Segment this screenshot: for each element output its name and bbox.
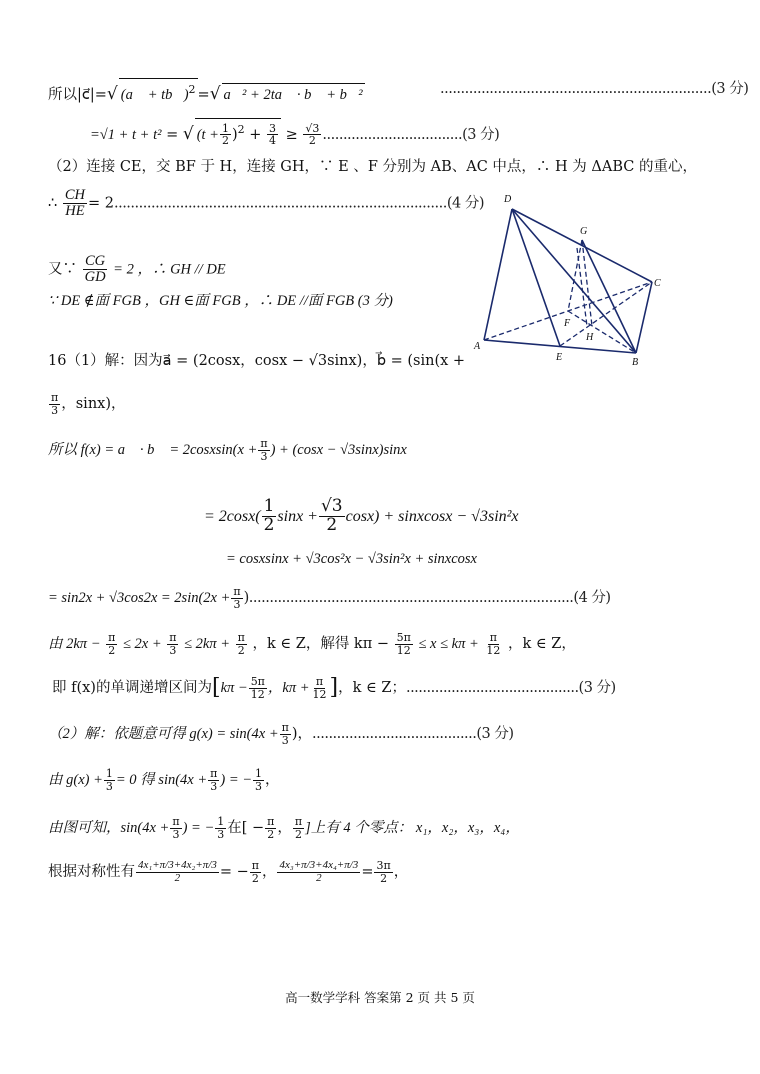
zeros-c: 在[ − — [227, 820, 265, 837]
therefore-sign: ∴ — [48, 195, 58, 212]
pi3-den-2: 3 — [260, 449, 268, 463]
sym-e: ， — [393, 864, 409, 881]
ch-den: HE — [65, 203, 85, 220]
pi2-den-5: 2 — [251, 871, 259, 885]
edge-BC — [636, 282, 652, 353]
pi2-num-3: π — [267, 815, 275, 828]
score-dots-15: ........................................(3 分) — [312, 726, 514, 743]
page-footer: 高一数学学科 答案第 2 页 共 5 页 — [285, 990, 475, 1005]
right-bracket: ] — [329, 675, 339, 701]
eq-two: = 2 — [88, 195, 114, 212]
label-A: A — [474, 341, 481, 352]
one-third-den: 3 — [105, 779, 113, 793]
gxz-b: = 0 得 sin(4x + — [115, 772, 208, 789]
pi3-den: 3 — [51, 403, 59, 417]
sqrt3-num-2: √3 — [320, 496, 343, 516]
sinx-close: ，sinx)， — [61, 396, 126, 413]
sqrt3-den-2: 2 — [326, 514, 338, 535]
ge-sign: ≥ — [285, 126, 298, 143]
expand-a: = 2cosx( — [204, 507, 261, 525]
sym-c: ， — [261, 864, 277, 881]
pi2-den-3: 2 — [267, 827, 275, 841]
line-fx-final — [48, 586, 611, 610]
expand-c: cosx) + sinxcosx − √3sin²x — [345, 507, 519, 525]
label-G: G — [580, 226, 588, 237]
three-quarter-num: 3 — [269, 121, 277, 135]
line-sqrt-min: =√1 + t + t² = √ (t + $\frac{1}{2}$ )$^2$ + $\frac{3}{4}$ ≥ $\frac{√3}{2}$ ..................................(3 分) — [90, 118, 499, 147]
five-pi12-den: 12 — [396, 643, 411, 657]
edge-GH-dashed — [582, 240, 592, 326]
label-H: H — [586, 332, 594, 343]
pi3-num: π — [51, 391, 59, 404]
square-sup-2: 2 — [237, 123, 245, 136]
cg-num: CG — [85, 253, 106, 269]
square-sup: 2 — [188, 83, 196, 96]
pi2-den-2: 2 — [237, 643, 245, 657]
zeros-b: ) = − — [182, 820, 215, 837]
label-C: C — [654, 278, 661, 289]
pi3-num-2: π — [260, 437, 268, 450]
five-pi12-den-2: 12 — [250, 687, 265, 701]
interval-b: kπ − — [220, 680, 248, 697]
line-gx-def — [48, 722, 514, 746]
cg-den: GD — [84, 269, 106, 286]
vec-sum: (a⃗ + tb⃗) — [120, 86, 189, 103]
one-third-num-3: 1 — [217, 815, 225, 828]
line-symmetry — [48, 860, 408, 884]
pi3-num-3: π — [233, 585, 241, 598]
vec-expand: a⃗² + 2ta⃗ · b⃗ + b⃗² — [222, 83, 365, 106]
one-third-den-2: 3 — [255, 779, 263, 793]
pi3-den-5: 3 — [281, 733, 289, 747]
edge-DA — [484, 209, 512, 340]
tetrahedron-figure — [470, 188, 670, 373]
line-fx-expand — [204, 498, 519, 535]
line-fx-simplify: = cosxsinx + √3cos²x − √3sin²x + sinxcosx — [226, 551, 477, 567]
half-num: 1 — [221, 121, 229, 135]
equals-sign-2: = — [166, 126, 179, 143]
pi3-num-4: π — [169, 631, 177, 644]
three-pi2-den: 2 — [380, 871, 388, 885]
score-dots-12: )...............................................................................(4 分) — [243, 590, 611, 607]
fx-tail: ) + (cosx − √3sinx)sinx — [270, 442, 407, 459]
left-bracket: [ — [211, 675, 221, 701]
sym-b: = − — [219, 864, 249, 881]
label-F: F — [564, 318, 571, 329]
zeros-a: 由图可知，sin(4x + — [48, 820, 170, 837]
half-den: 2 — [221, 134, 229, 148]
line-q16-intro: 16（1）解：因为a⃗ = (2cosx，cosx − √3sinx)，b⃗ = (sin(x + — [48, 353, 466, 369]
pi3-den-4: 3 — [169, 643, 177, 657]
sym-a: 根据对称性有 — [48, 864, 135, 881]
one-third-den-3: 3 — [217, 827, 225, 841]
score-dots-2: ..................................(3 分) — [322, 126, 500, 143]
half-num-2: 1 — [263, 496, 275, 516]
gxz-a: 由 g(x) + — [48, 772, 103, 789]
sym2-num: 4x₃+π/3+4x₄+π/3 — [279, 859, 359, 871]
sym2-den: 2 — [316, 871, 322, 884]
pi3-num-7: π — [172, 815, 180, 828]
sym-d: = — [361, 864, 374, 881]
line-fx-def — [48, 438, 407, 462]
pi3-den-3: 3 — [233, 597, 241, 611]
line-zeros — [48, 816, 520, 840]
pi2-num-5: π — [251, 859, 259, 872]
pi2-num: π — [108, 631, 116, 644]
one-third-num: 1 — [105, 767, 113, 780]
gh-parallel-de: = 2 ，∴ GH // DE — [113, 261, 226, 278]
pi3-den-6: 3 — [210, 779, 218, 793]
norm-prefix: 所以|c⃗|= — [48, 86, 107, 103]
zeros-d: ， — [277, 820, 292, 837]
pi2-num-4: π — [294, 815, 303, 828]
expand-b: sinx + — [277, 507, 318, 525]
zeros-e: ]上有 4 个零点： x₁，x₂，x₃，x₄， — [305, 820, 520, 837]
gx-b: )， — [291, 726, 313, 743]
pi12-den-2: 12 — [312, 687, 327, 701]
ineq-a: 由 2kπ − — [48, 636, 101, 653]
ineq-b: ≤ 2x + — [122, 636, 162, 653]
line-gx-zero — [48, 768, 280, 792]
five-pi12-num-2: 5π — [250, 675, 265, 688]
pi12-num: π — [489, 631, 498, 644]
gxz-c: ) = − — [220, 772, 253, 789]
line-cg-gd — [48, 254, 226, 285]
gxz-d: ， — [265, 772, 280, 789]
eq-sqrt: =√1 + t + t² — [90, 126, 162, 143]
plus-sign: + — [249, 126, 262, 143]
pi12-num-2: π — [315, 675, 324, 688]
sqrt3-num: √3 — [305, 121, 320, 135]
pi2-den-4: 2 — [295, 827, 303, 841]
ineq-c: ≤ 2kπ + — [184, 636, 231, 653]
line-increase-interval — [52, 676, 616, 700]
line-de-parallel-plane: ∵ DE ∉面 FGB ，GH ∈面 FGB ，∴ DE //面 FGB (3 分) — [48, 293, 393, 309]
label-B: B — [632, 357, 639, 368]
t-plus: (t + — [196, 126, 219, 143]
pi3-num-5: π — [281, 721, 289, 734]
score-dots-4: .................................................................................(4 分) — [113, 195, 484, 212]
fx-final: = sin2x + √3cos2x = 2sin(2x + — [48, 590, 231, 607]
pi12-den: 12 — [486, 643, 501, 657]
ineq-f: ，k ∈ Z， — [508, 636, 576, 653]
gx-a: （2）解：依题意可得 g(x) = sin(4x + — [48, 726, 279, 743]
pi2-den: 2 — [108, 643, 116, 657]
line-part2-intro: （2）连接 CE，交 BF 于 H，连接 GH，∵ E 、F 分别为 AB、AC 中点，∴ H 为 ΔABC 的重心， — [48, 159, 697, 175]
ch-num: CH — [64, 187, 85, 203]
again-because: 又∵ — [48, 261, 77, 278]
equals-sign: = — [197, 86, 210, 103]
score-dots-1: ..................................................................(3 分) — [440, 81, 749, 97]
ineq-e: ≤ x ≤ kπ + — [418, 636, 479, 653]
half-den-2: 2 — [263, 514, 275, 535]
sym1-num: 4x₁+π/3+4x₂+π/3 — [138, 859, 217, 871]
sym1-den: 2 — [174, 871, 181, 884]
sqrt3-den: 2 — [308, 134, 316, 148]
close-paren: ) — [231, 126, 238, 143]
line-increase-ineq — [48, 632, 576, 656]
score-dots-14: ..........................................(3 分) — [405, 680, 616, 697]
interval-prefix: 即 f(x)的单调递增区间为 — [52, 680, 212, 697]
three-quarter-den: 4 — [269, 134, 277, 148]
ineq-d: ，k ∈ Z，解得 kπ − — [252, 636, 389, 653]
one-third-num-2: 1 — [255, 767, 263, 780]
interval-c: ，kπ + — [267, 680, 310, 697]
pi3-num-6: π — [210, 767, 218, 780]
line-q16-cont — [48, 392, 126, 416]
label-E: E — [556, 352, 563, 363]
line-norm-c: 所以|c⃗|=√ (a⃗ + tb⃗)$^2$ =√ a⃗² + 2ta⃗ · b⃗ + b⃗² — [48, 78, 365, 106]
interval-d: ，k ∈ Z； — [338, 680, 406, 697]
line-ch-he — [48, 188, 484, 219]
three-pi2-num: 3π — [376, 859, 391, 872]
label-D: D — [504, 194, 512, 205]
five-pi12-num: 5π — [396, 631, 411, 644]
fx-prefix: 所以 f(x) = a⃗ · b⃗ = 2cosxsin(x + — [48, 442, 258, 459]
pi3-den-7: 3 — [172, 827, 180, 841]
pi2-num-2: π — [237, 631, 245, 644]
